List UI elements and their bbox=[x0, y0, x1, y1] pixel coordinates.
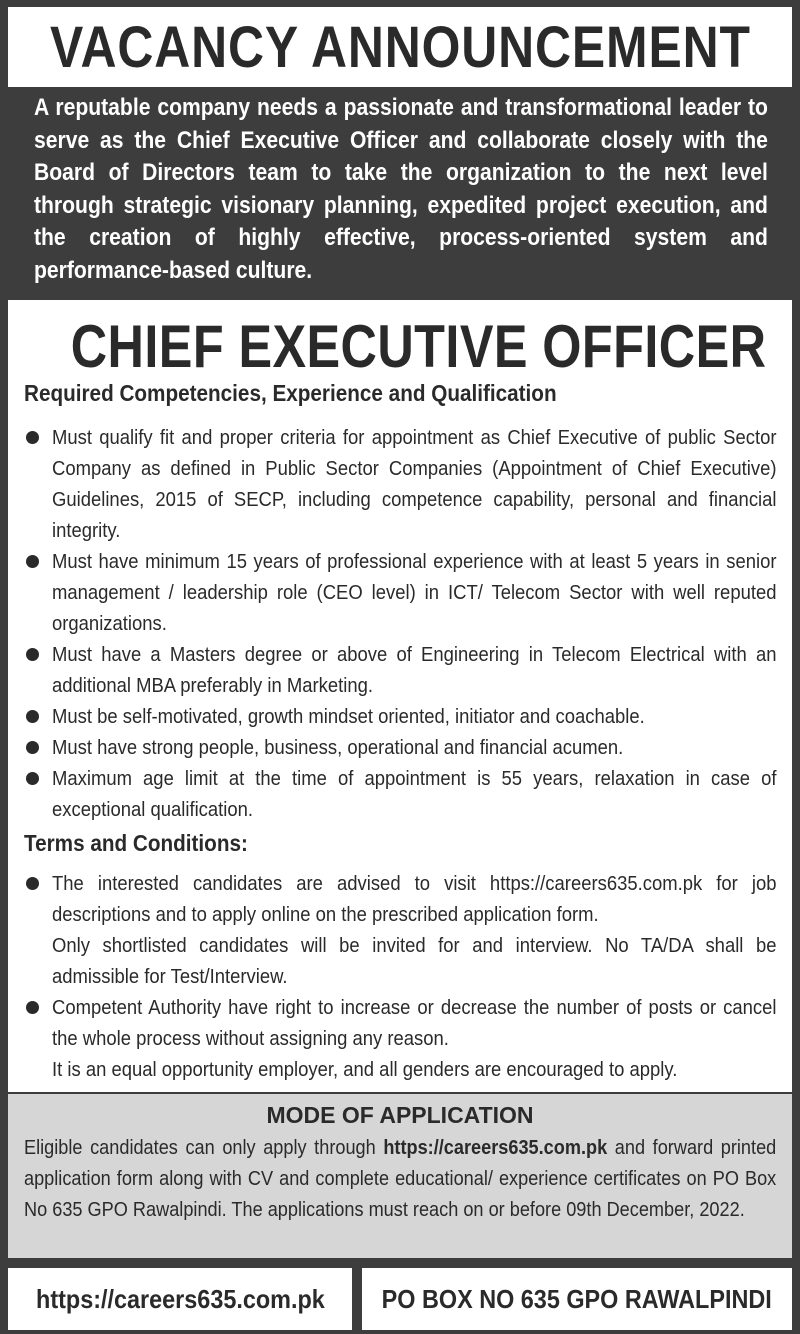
requirement-text: Must have minimum 15 years of professional experience with at least 5 years in senior management / leadership role (CEO level) in ICT/ Telecom Sector with well reputed organizations. bbox=[52, 550, 777, 635]
position-title: CHIEF EXECUTIVE OFFICER bbox=[70, 313, 767, 380]
requirement-text: Must have strong people, business, operational and financial acumen. bbox=[52, 736, 624, 759]
bullet-icon bbox=[26, 648, 39, 661]
term-note: Only shortlisted candidates will be invited for and interview. No TA/DA shall be admissible for Test/Interview. bbox=[52, 934, 777, 988]
mode-of-application-panel bbox=[8, 1094, 792, 1258]
main-panel bbox=[8, 300, 792, 1092]
bullet-icon bbox=[26, 877, 39, 890]
mode-text: Eligible candidates can only apply through https://careers635.com.pk and forward printed application form along with CV and complete educational/ experience certificates on PO Box No 635 GPO Rawalpindi. The applications must reach on or before 09th December, 2022. bbox=[24, 1136, 777, 1221]
list-item bbox=[24, 992, 776, 1085]
list-item bbox=[24, 732, 776, 763]
footer-address-box bbox=[362, 1268, 792, 1330]
requirement-text: Must qualify fit and proper criteria for appointment as Chief Executive of public Sector Company as defined in Public Sector Companies (Appointment of Chief Executive) Guidelines, 2015 of SECP, including competence capability, personal and financial integrity. bbox=[52, 426, 777, 542]
list-item bbox=[24, 701, 776, 732]
list-item bbox=[24, 422, 776, 546]
title-box bbox=[8, 7, 792, 87]
requirement-text: Must be self-motivated, growth mindset oriented, initiator and coachable. bbox=[52, 705, 645, 728]
list-item bbox=[24, 763, 776, 825]
requirements-list bbox=[24, 422, 776, 825]
requirement-text: Maximum age limit at the time of appointment is 55 years, relaxation in case of exceptional qualification. bbox=[52, 767, 777, 821]
bullet-icon bbox=[26, 741, 39, 754]
footer-website-box bbox=[8, 1268, 352, 1330]
list-item bbox=[24, 546, 776, 639]
terms-heading: Terms and Conditions: bbox=[24, 830, 248, 856]
footer-address: PO BOX NO 635 GPO RAWALPINDI bbox=[381, 1283, 773, 1314]
term-note: It is an equal opportunity employer, and all genders are encouraged to apply. bbox=[52, 1058, 678, 1081]
bullet-icon bbox=[26, 1001, 39, 1014]
list-item bbox=[24, 639, 776, 701]
list-item bbox=[24, 868, 776, 992]
terms-list bbox=[24, 868, 776, 1085]
bullet-icon bbox=[26, 431, 39, 444]
bullet-icon bbox=[26, 555, 39, 568]
bullet-icon bbox=[26, 710, 39, 723]
term-text: Competent Authority have right to increase or decrease the number of posts or cancel the whole process without assigning any reason. bbox=[52, 996, 777, 1050]
bullet-icon bbox=[26, 772, 39, 785]
application-link[interactable]: https://careers635.com.pk bbox=[383, 1136, 608, 1159]
footer-divider bbox=[352, 1268, 362, 1330]
footer-website-link[interactable]: https://careers635.com.pk bbox=[35, 1283, 325, 1314]
term-text: The interested candidates are advised to visit https://careers635.com.pk for job descriptions and to apply online on the prescribed application form. bbox=[52, 872, 777, 926]
requirements-heading: Required Competencies, Experience and Qualification bbox=[24, 380, 557, 406]
requirement-text: Must have a Masters degree or above of Engineering in Telecom Electrical with an additional MBA preferably in Marketing. bbox=[52, 643, 777, 697]
mode-heading: MODE OF APPLICATION bbox=[266, 1102, 534, 1128]
intro-paragraph: A reputable company needs a passionate and transformational leader to serve as the Chief Executive Officer and collaborate closely with the Board of Directors team to take the organization to the next level through strategic visionary planning, expedited project execution, and the creation of highly effective, process-oriented system and performance-based culture. bbox=[34, 94, 768, 284]
page-title: VACANCY ANNOUNCEMENT bbox=[49, 14, 751, 80]
